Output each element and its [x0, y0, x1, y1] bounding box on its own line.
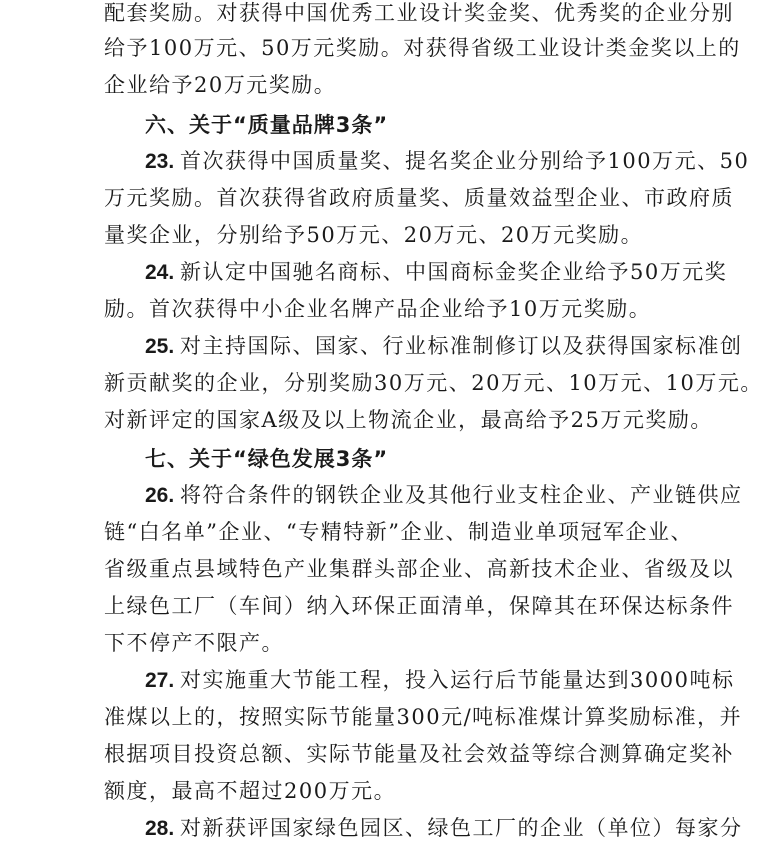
line-text: 企业给予20万元奖励。	[104, 73, 337, 97]
line-text: 准煤以上的，按照实际节能量300元/吨标准煤计算奖励标准，并	[104, 705, 743, 729]
body-line	[104, 0, 734, 29]
body-line	[104, 368, 763, 399]
body-line	[104, 183, 734, 214]
heading-text: 七、关于“绿色发展3条”	[145, 447, 389, 471]
body-line	[104, 554, 734, 585]
line-text: 根据项目投资总额、实际节能量及社会效益等综合测算确定奖补	[104, 742, 734, 766]
line-text: 首次获得中国质量奖、提名奖企业分别给予100万元、50	[180, 149, 750, 173]
line-text: 省级重点县域特色产业集群头部企业、高新技术企业、省级及以	[104, 557, 734, 581]
item-number: 28.	[145, 817, 181, 840]
line-text: 对新评定的国家A级及以上物流企业，最高给予25万元奖励。	[104, 408, 713, 432]
heading-text: 六、关于“质量品牌3条”	[145, 113, 389, 137]
body-line	[104, 405, 713, 436]
item-number: 24.	[145, 261, 181, 284]
item-number: 25.	[145, 335, 181, 358]
line-text: 将符合条件的钢铁企业及其他行业支柱企业、产业链供应	[180, 483, 743, 507]
body-line	[104, 739, 734, 770]
line-text: 上绿色工厂（车间）纳入环保正面清单，保障其在环保达标条件	[104, 594, 734, 618]
line-text: 对新获评国家绿色园区、绿色工厂的企业（单位）每家分	[180, 816, 743, 840]
body-line	[104, 591, 734, 622]
line-text: 量奖企业，分别给予50万元、20万元、20万元奖励。	[104, 223, 644, 247]
line-text: 励。首次获得中小企业名牌产品企业给予10万元奖励。	[104, 297, 652, 321]
body-line	[145, 331, 743, 362]
body-line	[104, 294, 651, 325]
line-text: 对主持国际、国家、行业标准制修订以及获得国家标准创	[180, 334, 743, 358]
line-text: 链“白名单”企业、“专精特新”企业、制造业单项冠军企业、	[104, 520, 693, 544]
line-text: 配套奖励。对获得中国优秀工业设计奖金奖、优秀奖的企业分别	[104, 1, 734, 25]
body-line	[104, 33, 741, 64]
body-line	[145, 257, 727, 288]
body-line	[145, 813, 743, 844]
item-number: 27.	[145, 669, 181, 692]
body-line	[104, 220, 643, 251]
section-heading	[145, 110, 388, 141]
body-line	[145, 665, 734, 696]
line-text: 下不停产不限产。	[104, 631, 284, 655]
line-text: 万元奖励。首次获得省政府质量奖、质量效益型企业、市政府质	[104, 186, 734, 210]
item-number: 26.	[145, 484, 181, 507]
body-line	[145, 480, 743, 511]
line-text: 对实施重大节能工程，投入运行后节能量达到3000吨标	[180, 668, 735, 692]
item-number: 23.	[145, 150, 181, 173]
line-text: 给予100万元、50万元奖励。对获得省级工业设计类金奖以上的	[104, 36, 741, 60]
section-heading	[145, 444, 388, 475]
line-text: 额度，最高不超过200万元。	[104, 779, 397, 803]
body-line	[104, 628, 284, 659]
body-line	[104, 517, 693, 548]
body-line	[104, 702, 742, 733]
body-line	[104, 70, 336, 101]
body-line	[145, 146, 749, 177]
line-text: 新贡献奖的企业，分别奖励30万元、20万元、10万元、10万元。	[104, 371, 763, 395]
line-text: 新认定中国驰名商标、中国商标金奖企业给予50万元奖	[180, 260, 728, 284]
body-line	[104, 776, 396, 807]
